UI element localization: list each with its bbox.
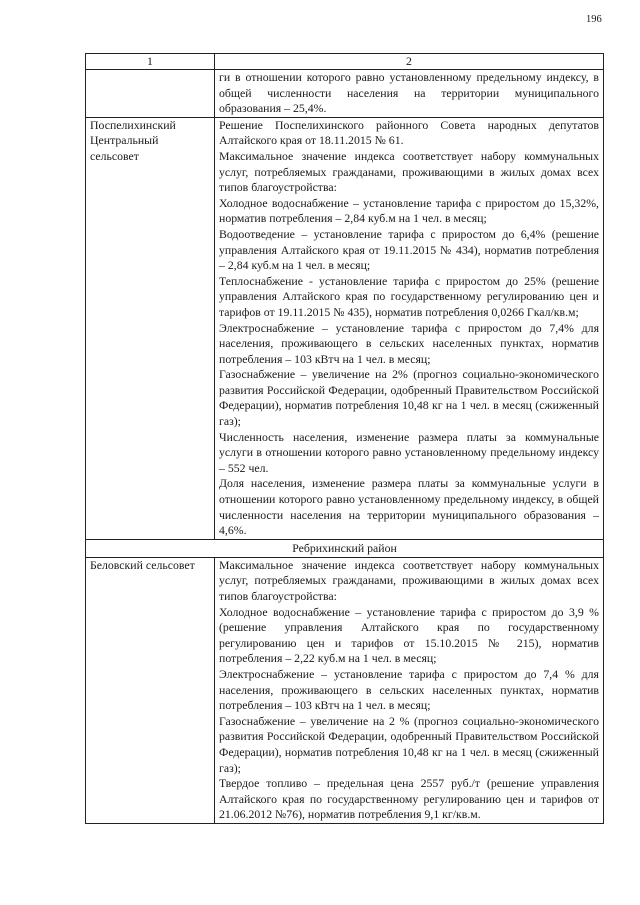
- paragraph: Электроснабжение – установление тарифа с приростом до 7,4% для населения, проживающего в сельских населенных пунктах, норматив потребления – 103 кВтч на 1 чел. в месяц;: [219, 320, 599, 366]
- table-row: [86, 70, 604, 118]
- paragraph: Водоотведение – установление тарифа с приростом до 6,4% (решение управления Алтайского края от 19.11.2015 № 434), норматив потребления – 2,84 куб.м на 1 чел. в месяц;: [219, 226, 599, 273]
- paragraph: Электроснабжение – установление тарифа с приростом до 7,4 % для населения, проживающего в сельских населенных пунктах, норматив потребления – 103 кВтч на 1 чел. в месяц;: [219, 666, 599, 713]
- municipality-name: Беловский сельсовет: [86, 557, 215, 823]
- tariff-table: [85, 53, 604, 824]
- table-header-row: [86, 54, 604, 70]
- paragraph: Численность населения, изменение размера платы за коммунальные услуги в отношении которого равно установленному предельному индексу – 552 чел.: [219, 429, 599, 475]
- table-row: [86, 117, 604, 539]
- paragraph: Газоснабжение – увеличение на 2 % (прогноз социально-экономического развития Российской Федерации, одобренный Правительством Российской Федерации), норматив потребления 10,48 кг на 1 чел. в месяц (сжиженный газ);: [219, 713, 599, 775]
- paragraph: Максимальное значение индекса соответствует набору коммунальных услуг, потребляемых гражданами, проживающими в жилых домах всех типов благоустройства:: [219, 557, 599, 603]
- paragraph: Холодное водоснабжение – установление тарифа с приростом до 15,32%, норматив потребления – 2,84 куб.м на 1 чел. в месяц;: [219, 195, 599, 226]
- column-header-2: 2: [215, 54, 604, 70]
- column-header-1: 1: [86, 54, 215, 70]
- paragraph: Холодное водоснабжение – установление тарифа с приростом до 3,9 % (решение управления Алтайского края по государственному регулированию цен и тарифов от 15.10.2015 № 215), норматив потребления – 2,22 куб.м на 1 чел. в месяц;: [219, 604, 599, 666]
- paragraph: Теплоснабжение - установление тарифа с приростом до 25% (решение управления Алтайского края по государственному регулированию цен и тарифов от 19.11.2015 № 435), норматив потребления 0,0266 Гкал/кв.м;: [219, 273, 599, 319]
- municipality-description: [215, 117, 604, 539]
- municipality-name: [86, 70, 215, 118]
- paragraph: ги в отношении которого равно установленному предельному индексу, в общей численности населения на территории муниципального образования – 25,4%.: [219, 70, 599, 116]
- region-heading: Ребрихинский район: [86, 539, 604, 557]
- paragraph: Газоснабжение – увеличение на 2% (прогноз социально-экономического развития Российской Федерации, одобренный Правительством Российской Федерации), норматив потребления 10,48 кг на 1 чел. в месяц (сжиженный газ);: [219, 367, 599, 429]
- municipality-description: [215, 557, 604, 823]
- paragraph: Твердое топливо – предельная цена 2557 руб./т (решение управления Алтайского края по государственному регулированию цен и тарифов от 21.06.2012 №76), норматив потребления 9,1 кг/кв.м.: [219, 776, 599, 822]
- municipality-description: [215, 70, 604, 118]
- table-row: [86, 557, 604, 823]
- municipality-name: Поспелихинский Центральный сельсовет: [86, 117, 215, 539]
- paragraph: Максимальное значение индекса соответствует набору коммунальных услуг, потребляемых гражданами, проживающими в жилых домах всех типов благоустройства:: [219, 148, 599, 195]
- page-number: 196: [586, 14, 602, 25]
- region-heading-row: [86, 539, 604, 557]
- paragraph: Доля населения, изменение размера платы за коммунальные услуги в отношении которого равно установленному предельному индексу, в общей численности населения на территории муниципального образования – 4,6%.: [219, 476, 599, 538]
- paragraph: Решение Поспелихинского районного Совета народных депутатов Алтайского края от 18.11.2015 № 61.: [219, 117, 599, 148]
